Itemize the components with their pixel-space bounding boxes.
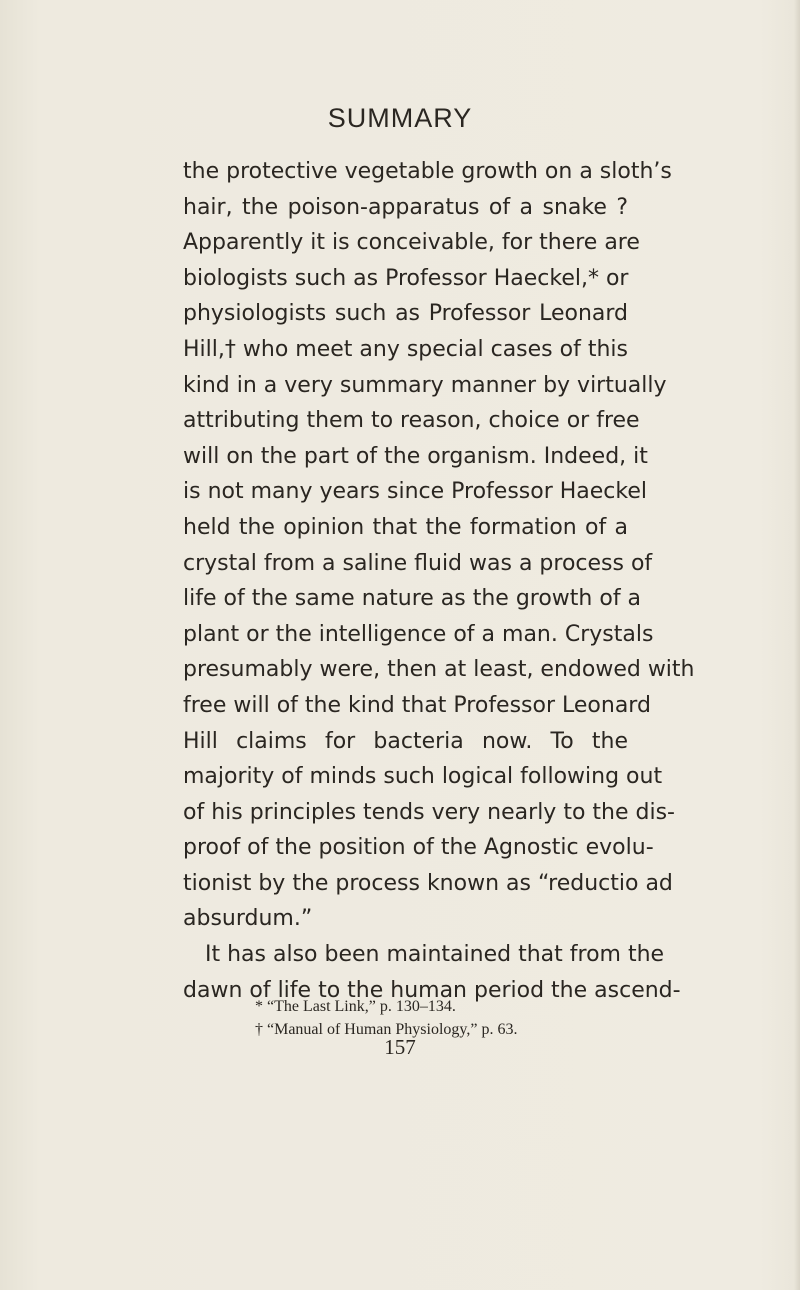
body-line: tionist by the process known as “reductio ad bbox=[183, 870, 673, 896]
body-line: attributing them to reason, choice or free bbox=[183, 408, 640, 434]
body-line: dawn of life to the human period the ascend- bbox=[183, 977, 681, 1003]
body-line: kind in a very summary manner by virtually bbox=[183, 372, 667, 398]
body-line: plant or the intelligence of a man. Crystals bbox=[183, 621, 654, 647]
body-line: absurdum.” bbox=[183, 906, 313, 932]
body-line: majority of minds such logical following out bbox=[183, 764, 663, 790]
body-line: held the opinion that the formation of a bbox=[183, 514, 628, 540]
body-line: physiologists such as Professor Leonard bbox=[183, 301, 628, 327]
body-line: is not many years since Professor Haeckel bbox=[183, 479, 647, 505]
body-line: the protective vegetable growth on a sloth’s bbox=[183, 159, 672, 184]
body-line: Hill,† who meet any special cases of this bbox=[183, 336, 628, 362]
body-line: Apparently it is conceivable, for there are bbox=[183, 230, 640, 256]
body-line: of his principles tends very nearly to the dis- bbox=[183, 799, 675, 825]
page-number: 157 bbox=[384, 1035, 416, 1059]
footnote: * “The Last Link,” p. 130–134. bbox=[255, 998, 456, 1015]
body-line: will on the part of the organism. Indeed, it bbox=[183, 443, 648, 469]
footnotes bbox=[255, 995, 675, 1041]
body-line: presumably were, then at least, endowed with bbox=[183, 657, 695, 683]
body-line: free will of the kind that Professor Leonard bbox=[183, 692, 651, 718]
running-head: SUMMARY bbox=[327, 103, 473, 133]
body-line: biologists such as Professor Haeckel,* or bbox=[183, 265, 629, 291]
body-line: Hill claims for bacteria now. To the bbox=[183, 728, 628, 754]
body-text bbox=[183, 154, 695, 1008]
body-line: It has also been maintained that from the bbox=[205, 942, 665, 968]
footnote: † “Manual of Human Physiology,” p. 63. bbox=[255, 1021, 518, 1038]
body-line: life of the same nature as the growth of a bbox=[183, 586, 642, 612]
body-line: hair, the poison-apparatus of a snake ? bbox=[183, 194, 628, 220]
body-line: proof of the position of the Agnostic evolu- bbox=[183, 835, 654, 861]
page-edge-shadow bbox=[794, 0, 800, 1290]
body-line: crystal from a saline fluid was a process of bbox=[183, 550, 653, 576]
